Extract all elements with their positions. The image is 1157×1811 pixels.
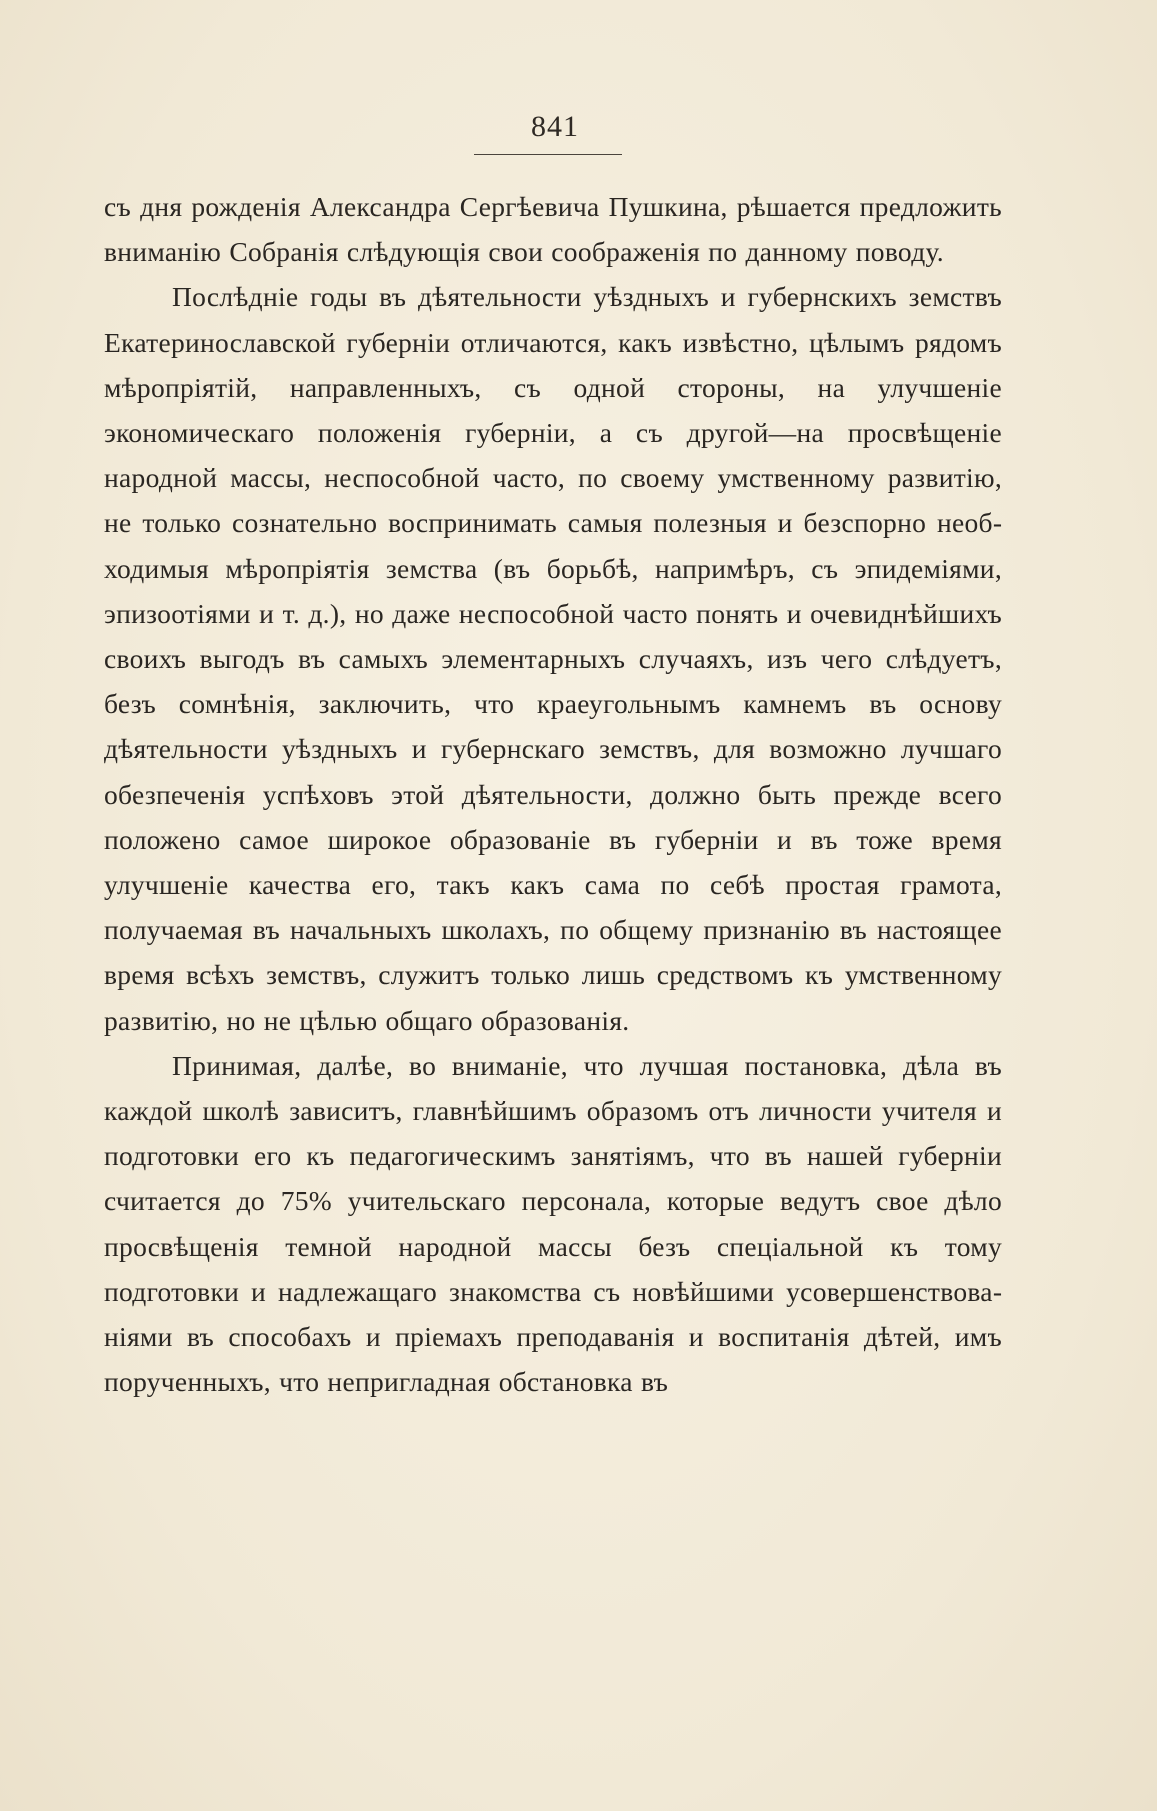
paragraph-3: Принимая, далѣе, во вниманіе, что лучшая постановка, дѣла въ каждой школѣ зависитъ, главнѣйшимъ образомъ отъ личности учителя и подготовки его къ педагогическимъ занятіямъ, что въ нашей губерніи считается до 75% учительскаго персонала, которые ведутъ свое дѣло просвѣщенія темной народной массы безъ спеціальной къ тому подготовки и надлежащаго знакомства съ новѣйшими усовершенствованіями въ способахъ и пріемахъ преподаванія и воспитанія дѣтей, имъ порученныхъ, что непригладная обстановка въ	[104, 1049, 1002, 1398]
paragraph-2: Послѣдніе годы въ дѣятельности уѣздныхъ и губернскихъ земствъ Екатеринославской губерніи отличаются, какъ извѣстно, цѣлымъ рядомъ мѣропріятій, направленныхъ, съ одной стороны, на улучшеніе экономическаго положенія губерніи, а съ другой—на просвѣщеніе народной массы, неспособной часто, по своему умственному развитію, не только сознательно воспринимать самыя полезныя и безспорно необходимыя мѣропріятія земства (въ борьбѣ, напримѣръ, съ эпидеміями, эпизоотіями и т. д.), но даже неспособной часто понять и очевиднѣйшихъ своихъ выгодъ въ самыхъ элементарныхъ случаяхъ, изъ чего слѣдуетъ, безъ сомнѣнія, заключить, что краеугольнымъ камнемъ въ основу дѣятельности уѣздныхъ и губернскаго земствъ, для возможно лучшаго обезпеченія успѣховъ этой дѣятельности, должно быть прежде всего положено самое широкое образованіе въ губерніи и въ тоже время улучшеніе качества его, такъ какъ сама по себѣ простая грамота, получаемая въ начальныхъ школахъ, по общему признанію въ настоящее время всѣхъ земствъ, служитъ только лишь средствомъ къ умственному развитію, но не цѣлью общаго образованія.	[104, 281, 1002, 1036]
paragraph-1: съ дня рожденія Александра Сергѣевича Пушкина, рѣшается предложить вниманію Собранія слѣдующія свои соображенія по данному поводу.	[104, 191, 1002, 268]
page-number-rule	[474, 154, 622, 155]
page-number: 841	[531, 110, 579, 143]
body-text	[104, 184, 1002, 1404]
